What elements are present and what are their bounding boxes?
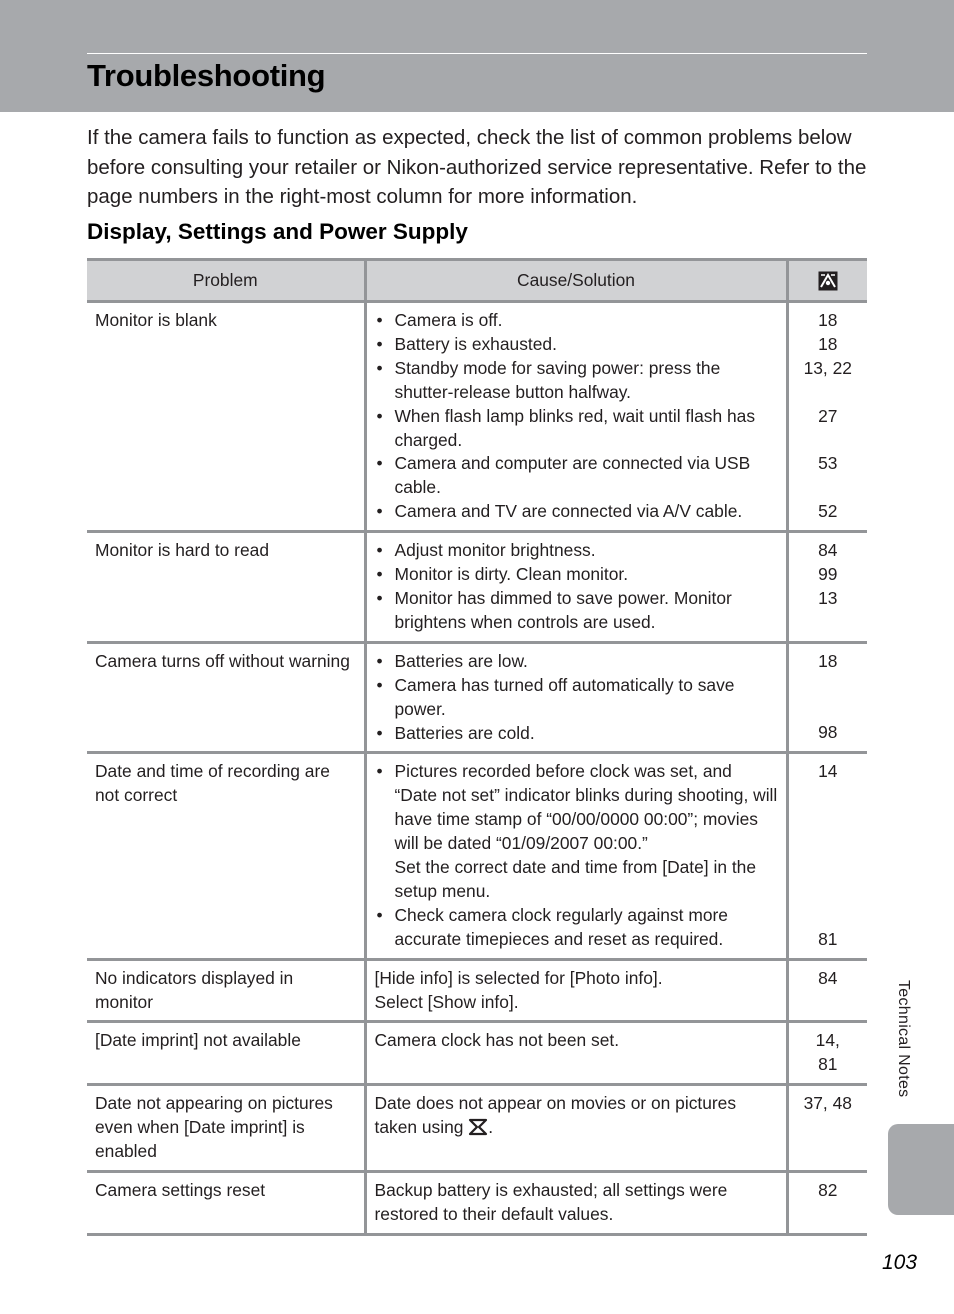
problem-cell: Monitor is blank	[87, 302, 365, 532]
cause-item: • Monitor has dimmed to save power. Monitor brightens when controls are used.	[375, 587, 778, 635]
cause-item: • Camera has turned off automatically to save power.	[375, 674, 778, 722]
page-ref-spacer	[791, 904, 866, 928]
section-title: Display, Settings and Power Supply	[87, 219, 468, 244]
page-ref: 99	[818, 564, 838, 585]
pages-cell	[787, 1172, 867, 1235]
page-ref: 84	[818, 967, 838, 988]
troubleshooting-table	[87, 258, 867, 1236]
cause-item: • Battery is exhausted.	[375, 333, 778, 357]
problem-cell: Date not appearing on pictures even when [Date imprint] is enabled	[87, 1085, 365, 1172]
cause-item: • Batteries are cold.	[375, 722, 778, 746]
problem-cell: Date and time of recording are not correct	[87, 753, 365, 959]
side-section-tab	[888, 1124, 954, 1215]
cause-item: • Adjust monitor brightness.	[375, 539, 778, 563]
page-ref: 13, 22	[803, 357, 852, 378]
solution-text: Date does not appear on movies or on pictures taken using	[374, 1093, 737, 1138]
page-ref: 14	[818, 761, 838, 782]
page-ref: 82	[818, 1180, 838, 1200]
cause-item: • Check camera clock regularly against more accurate timepieces and reset as required.	[375, 904, 778, 952]
page-ref-spacer	[791, 832, 866, 856]
page-ref: 81	[818, 928, 838, 949]
table-header-row	[87, 260, 867, 302]
cause-cell	[365, 302, 787, 532]
pages-cell	[787, 532, 867, 643]
table-row	[87, 642, 867, 753]
pages-cell	[787, 753, 867, 959]
solution-line: Backup battery is exhausted; all settings were restored to their default values.	[374, 1180, 728, 1224]
header-rule	[87, 53, 867, 54]
table-row	[87, 302, 867, 532]
page-title: Troubleshooting	[87, 58, 326, 93]
cause-cell	[365, 959, 787, 1022]
solution-line: Camera clock has not been set.	[374, 1030, 620, 1051]
table-row	[87, 1172, 867, 1235]
page-ref: 84	[818, 540, 838, 561]
problem-cell: Camera turns off without warning	[87, 642, 365, 753]
page-ref: 18	[818, 333, 838, 354]
cause-note: Set the correct date and time from [Date] in the setup menu.	[394, 857, 757, 901]
page-ref: 37, 48	[803, 1093, 852, 1114]
cause-item: • Standby mode for saving power: press the shutter-release button halfway.	[375, 357, 778, 405]
solution-line: Select [Show info].	[374, 991, 519, 1012]
page-ref: 53	[818, 453, 838, 474]
page-ref-spacer	[791, 808, 866, 832]
cause-item: • Camera is off.	[375, 309, 778, 333]
page-number: 103	[882, 1251, 918, 1274]
cause-item	[375, 760, 778, 903]
page-ref: 14,	[815, 1030, 840, 1051]
page-ref-spacer	[791, 856, 866, 880]
header-cause-solution: Cause/Solution	[365, 260, 787, 302]
page-ref-spacer	[791, 784, 866, 808]
problem-cell: [Date imprint] not available	[87, 1022, 365, 1085]
problem-cell: Camera settings reset	[87, 1172, 365, 1235]
side-section-label: Technical Notes	[895, 980, 912, 1098]
cause-item: • Batteries are low.	[375, 650, 778, 674]
page-ref-spacer	[791, 880, 866, 904]
page-ref: 52	[818, 501, 838, 522]
header-band	[0, 0, 954, 112]
page-ref-spacer	[791, 476, 866, 500]
cause-cell	[365, 1022, 787, 1085]
problem-cell: No indicators displayed in monitor	[87, 959, 365, 1022]
page-ref: 18	[818, 650, 838, 671]
page-ref-spacer	[791, 429, 866, 453]
table-row	[87, 959, 867, 1022]
cause-cell	[365, 1085, 787, 1172]
cause-cell	[365, 1172, 787, 1235]
cause-cell	[365, 753, 787, 959]
page-ref-spacer	[791, 674, 866, 698]
cause-item: • Camera and computer are connected via USB cable.	[375, 452, 778, 500]
solution-end: .	[488, 1117, 494, 1138]
cause-item: • When flash lamp blinks red, wait until flash has charged.	[375, 405, 778, 453]
table-row	[87, 1022, 867, 1085]
page-ref: 13	[818, 587, 838, 608]
pages-cell	[787, 959, 867, 1022]
intro-paragraph: If the camera fails to function as expected, check the list of common problems below before consulting your retailer or Nikon-authorized service representative. Refer to the page numbers in the right-most column for more information.	[87, 126, 867, 208]
problem-cell: Monitor is hard to read	[87, 532, 365, 643]
cause-item: • Monitor is dirty. Clean monitor.	[375, 563, 778, 587]
pages-cell	[787, 302, 867, 532]
page-ref: 27	[818, 405, 838, 426]
solution-line: [Hide info] is selected for [Photo info].	[374, 967, 663, 988]
table-row	[87, 1085, 867, 1172]
pages-cell	[787, 642, 867, 753]
page-ref: 98	[818, 722, 838, 743]
cause-cell	[365, 532, 787, 643]
cause-item: • Camera and TV are connected via A/V cable.	[375, 500, 778, 524]
page-reference-icon	[818, 271, 838, 291]
page-ref: 18	[818, 310, 838, 330]
cause-cell	[365, 642, 787, 753]
header-problem: Problem	[87, 260, 365, 302]
table-row	[87, 753, 867, 959]
page-ref-spacer	[791, 698, 866, 722]
page-ref-spacer	[791, 381, 866, 405]
header-pages	[787, 260, 867, 302]
page-ref: 81	[818, 1054, 838, 1075]
table-row	[87, 532, 867, 643]
pages-cell	[787, 1022, 867, 1085]
pages-cell	[787, 1085, 867, 1172]
cause-item-text: Pictures recorded before clock was set, and “Date not set” indicator blinks during shooting, will have time stamp of “00/00/0000 00:00”; movies will be dated “01/09/2007 00:00.”	[394, 761, 778, 854]
sports-continuous-mode-icon	[468, 1118, 488, 1136]
